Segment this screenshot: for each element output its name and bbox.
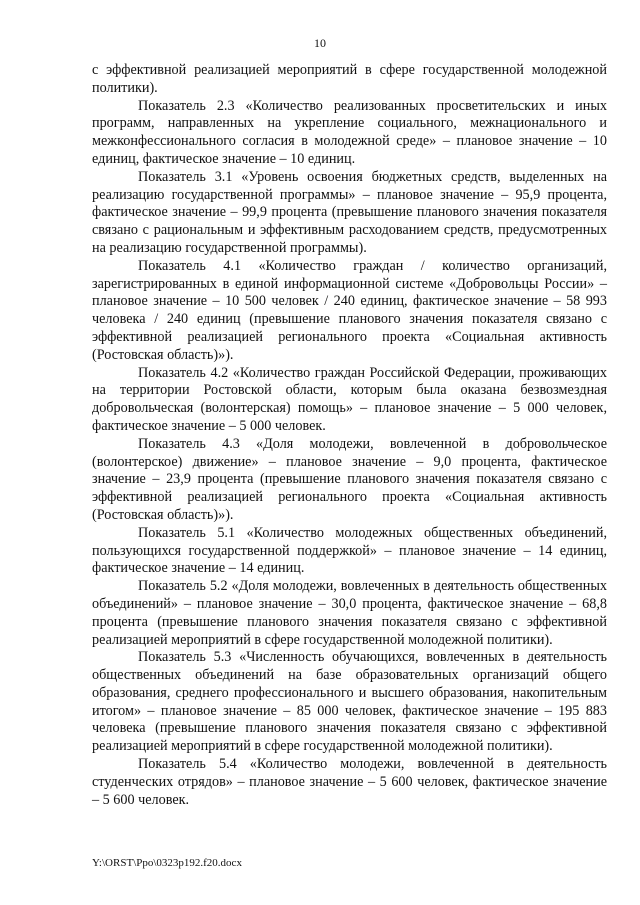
paragraph-indicator-5-4: Показатель 5.4 «Количество молодежи, вовлеченной в деятельность студенческих отрядов» – плановое значение – 5 600 человек, фактическое значение – 5 600 человек. <box>92 756 607 808</box>
paragraph-indicator-2-3: Показатель 2.3 «Количество реализованных просветительских и иных программ, направленных на укрепление социального, межнационального и межконфессионального согласия в молодежной среде» – плановое значение – 10 единиц, фактическое значение – 10 единиц. <box>92 97 607 167</box>
paragraph-indicator-3-1: Показатель 3.1 «Уровень освоения бюджетных средств, выделенных на реализацию государственной программы» – плановое значение – 95,9 процента, фактическое значение – 99,9 процента (превышение планового значения показателя связано с рациональным и эффективным расходованием средств, предусмотренных на реализацию государственной программы). <box>92 168 607 256</box>
paragraph-indicator-4-2: Показатель 4.2 «Количество граждан Российской Федерации, проживающих на территории Ростовской области, которым была оказана безвозмездная добровольческая (волонтерская) помощь» – плановое значение – 5 000 человек, фактическое значение – 5 000 человек. <box>92 364 607 434</box>
paragraph-indicator-4-3: Показатель 4.3 «Доля молодежи, вовлеченной в добровольческое (волонтерское) движение» – плановое значение – 9,0 процента, фактическое значение – 23,9 процента (превышение планового значения показателя связано с эффективной реализацией регионального проекта «Социальная активность (Ростовская область)»). <box>92 435 607 523</box>
page-number: 10 <box>314 36 326 50</box>
paragraph-indicator-5-1: Показатель 5.1 «Количество молодежных общественных объединений, пользующихся государственной поддержкой» – плановое значение – 14 единиц, фактическое значение – 14 единиц. <box>92 524 607 577</box>
body-text <box>92 62 607 809</box>
paragraph-indicator-5-3: Показатель 5.3 «Численность обучающихся, вовлеченных в деятельность общественных объединений на базе образовательных организаций общего образования, среднего профессионального и высшего образования, накопительным итогом» – плановое значение – 85 000 человек, фактическое значение – 195 883 человека (превышение планового значения показателя связано с эффективной реализацией мероприятий в сфере государственной молодежной политики). <box>92 649 607 755</box>
paragraph-continuation: с эффективной реализацией мероприятий в сфере государственной молодежной политики). <box>92 62 607 96</box>
paragraph-indicator-5-2: Показатель 5.2 «Доля молодежи, вовлеченных в деятельность общественных объединений» – плановое значение – 30,0 процента, фактическое значение – 68,8 процента (превышение планового значения показателя связано с эффективной реализацией мероприятий в сфере государственной молодежной политики). <box>92 578 607 648</box>
footer-file-path: Y:\ORST\Ppo\0323p192.f20.docx <box>92 857 242 869</box>
paragraph-indicator-4-1: Показатель 4.1 «Количество граждан / количество организаций, зарегистрированных в единой информационной системе «Добровольцы России» – плановое значение – 10 500 человек / 240 единиц, фактическое значение – 58 993 человека / 240 единиц (превышение планового значения показателя связано с эффективной реализацией регионального проекта «Социальная активность (Ростовская область)»). <box>92 257 607 363</box>
